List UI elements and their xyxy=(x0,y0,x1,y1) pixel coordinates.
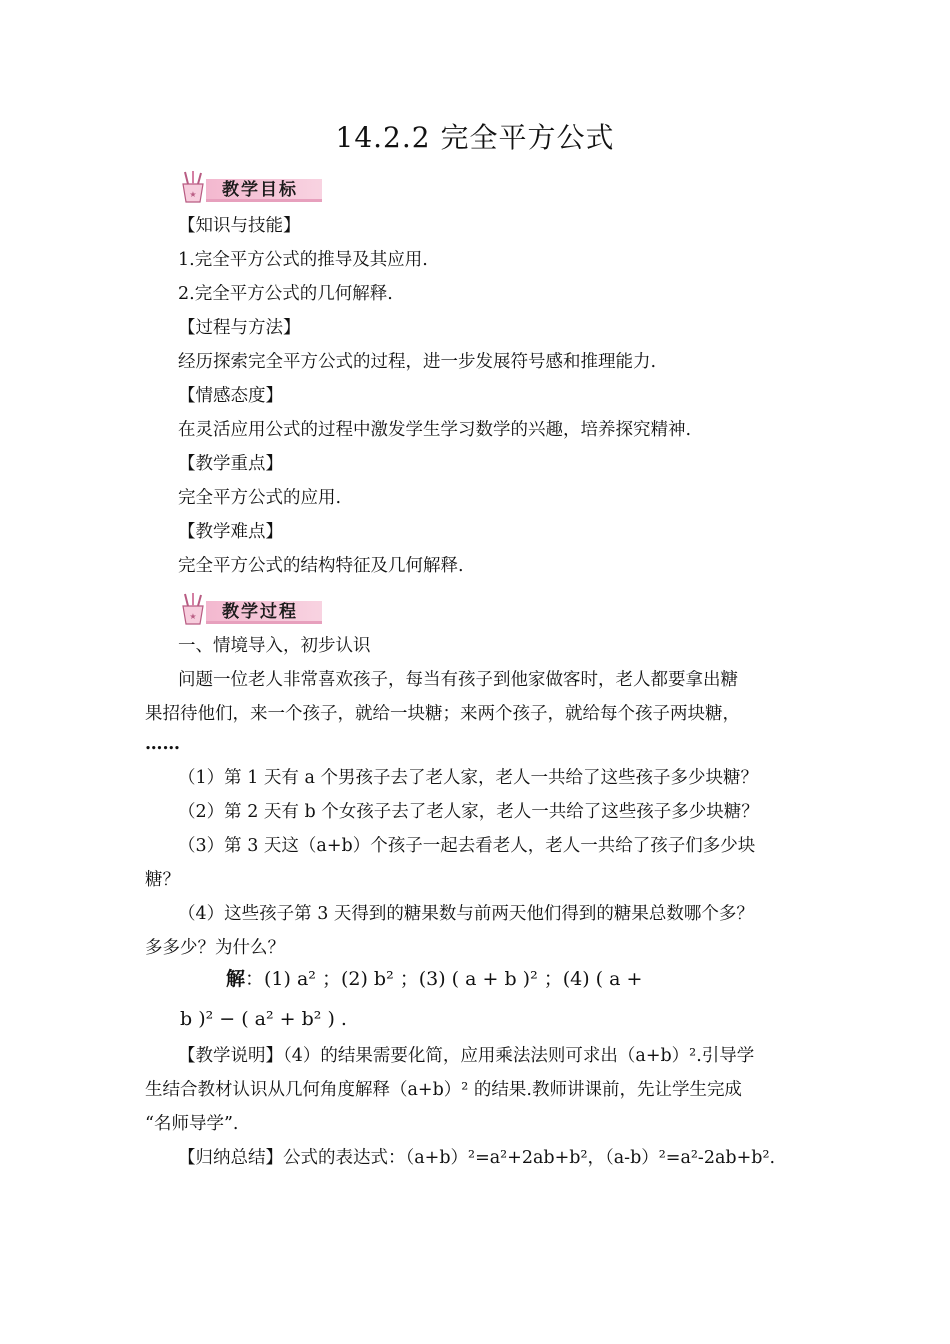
question-3-line: （3）第 3 天这（a+b）个孩子一起去看老人，老人一共给了孩子们多少块 xyxy=(178,836,756,856)
question-4-line: 多多少？为什么？ xyxy=(145,938,285,958)
problem-text-line: 问题一位老人非常喜欢孩子，每当有孩子到他家做客时，老人都要拿出糖 xyxy=(178,670,738,690)
knowledge-item-1: 1.完全平方公式的推导及其应用. xyxy=(178,250,428,270)
question-2: （2）第 2 天有 b 个女孩子去了老人家，老人一共给了这些孩子多少块糖？ xyxy=(178,802,759,822)
question-3-line: 糖？ xyxy=(145,870,180,890)
question-1: （1）第 1 天有 a 个男孩子去了老人家，老人一共给了这些孩子多少块糖？ xyxy=(178,768,758,788)
solution-label: 解 xyxy=(226,968,246,990)
note-line: 生结合教材认识从几何角度解释（a+b）² 的结果.教师讲课前，先让学生完成 xyxy=(145,1080,742,1100)
key-heading: 【教学重点】 xyxy=(178,454,283,474)
svg-text:★: ★ xyxy=(189,190,197,199)
section-heading-1: 一、情境导入，初步认识 xyxy=(178,636,371,656)
question-4-line: （4）这些孩子第 3 天得到的糖果数与前两天他们得到的糖果总数哪个多？ xyxy=(178,904,754,924)
process-text: 经历探索完全平方公式的过程，进一步发展符号感和推理能力. xyxy=(178,352,657,372)
knowledge-heading: 【知识与技能】 xyxy=(178,216,301,236)
problem-text-line: …… xyxy=(145,734,180,754)
difficult-heading: 【教学难点】 xyxy=(178,522,283,542)
svg-text:★: ★ xyxy=(189,612,197,621)
pencil-cup-icon xyxy=(178,170,208,204)
section-badge-goals xyxy=(172,166,324,206)
emotion-heading: 【情感态度】 xyxy=(178,386,283,406)
process-heading: 【过程与方法】 xyxy=(178,318,301,338)
key-text: 完全平方公式的应用. xyxy=(178,488,342,508)
page-title: 14.2.2 完全平方公式 xyxy=(335,121,615,154)
note-line: 【教学说明】（4）的结果需要化简，应用乘法法则可求出（a+b）².引导学 xyxy=(178,1046,755,1066)
knowledge-item-2: 2.完全平方公式的几何解释. xyxy=(178,284,393,304)
note-line: “名师导学”. xyxy=(145,1114,239,1134)
summary-label: 【归纳总结】 xyxy=(178,1148,283,1168)
solution-line-2: b )² − ( a² + b² ) . xyxy=(180,1008,347,1030)
problem-text-line: 果招待他们，来一个孩子，就给一块糖；来两个孩子，就给每个孩子两块糖， xyxy=(145,704,740,724)
badge-label: 教学目标 xyxy=(222,180,298,200)
difficult-text: 完全平方公式的结构特征及几何解释. xyxy=(178,556,464,576)
solution-expression: ：(1) a² ；(2) b² ；(3) ( a + b )² ；(4) ( a + xyxy=(245,968,643,990)
badge-label: 教学过程 xyxy=(222,602,298,622)
emotion-text: 在灵活应用公式的过程中激发学生学习数学的兴趣，培养探究精神. xyxy=(178,420,692,440)
summary-text: 公式的表达式：（a+b）²=a²+2ab+b²，（a-b）²=a²-2ab+b². xyxy=(283,1148,776,1168)
section-badge-process xyxy=(172,588,324,628)
pencil-cup-icon xyxy=(178,592,208,626)
solution-line-1 xyxy=(226,966,642,992)
summary-line xyxy=(178,1146,775,1170)
